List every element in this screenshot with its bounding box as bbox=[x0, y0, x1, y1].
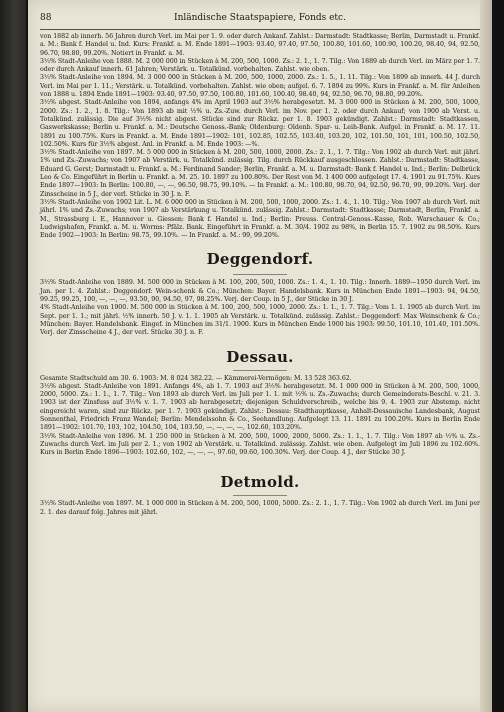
paragraph: 3½% Stadt-Anleihe von 1894. M. 3 000 000 in Stücken à M. 200, 500, 1000, 2000. Zs.: 1. 5., 1. 11. Tilg.: Von 1899 ab innerh. 44 J. durch Verl. im Mai per 1. 11.; Verstärk. u. Totalkünd. vorbehalten. Zahlst. wie oben; aufgel. 6. 7. 1894 zu 99%. Kurs in Frankf. a. M. für Anleihen von 1888 u. 1894 Ende 1891—1903: 93.40, 97.50, 97.50, 100.80, 101.60, 100.40, 98.40, 94, 92.50, 96.70, 98.80, 99.20%. bbox=[40, 74, 480, 99]
paragraph: 3½% abgest. Stadt-Anleihe von 1891. Anfangs 4%, ab 1. 7. 1903 auf 3½% herabgesetzt. M. 1 000 000 in Stücken à M. 200, 500, 1000, 2000, 5000. Zs.: 1. 1., 1. 7. Tilg.: Von 1893 ab durch Verl. im Juli per 1. 1. mit ½% u. Zs.-Zuwachs; durch Gemeinderats-Beschl. v. 21. 3. 1903 ist der Zinsfuss auf 3½% v. 1. 7. 1903 ab herabgesetzt; diejenigen Schuldverschreib., welche bis 9. 4. 1903 zur Abstemp. nicht eingereicht waren, sind zur Rückz. per 1. 7. 1903 gekündigt. Zahlst.: Dessau: Stadthauptkasse, Anhalt-Dessauische Landesbank, August Sonnenthal, Friedrich Franz Wandel; Berlin: Mendelssohn & Co., Seehandlung. Aufgelegt 13. 11. 1891 zu 100.20%. Kurs in Berlin Ende 1891—1902: 101.70, 103, 102, 104.50, 104, 103.50, —, —, —, —, 102.60, 103.20%. bbox=[40, 382, 480, 432]
paragraph: 3½% abgest. Stadt-Anleihe von 1894, anfangs 4% im April 1903 auf 3½% herabgesetzt. M. 3 000 000 in Stücken à M. 200, 500, 1000, 2000. Zs.: 1. 2., 1. 8. Tilg.: Von 1893 ab mit ½% u. Zs.-Zuw. durch Verl. im Nov. per 1. 2. oder durch Ankauf; von 1900 ab Verst. u. Totalkünd. zulässig. Die auf 3½% nicht abgest. Stücke sind zur Rückz. per 1. 8. 1903 gekündigt. Zahlst.: Darmstadt: Stadtkassen, Gaswerkskasse; Berlin u. Frankf. a. M.: Deutsche Genoss.-Bank; Oldenburg: Oldenb. Spar- u. Leih-Bank. Aufgel. in Frankf. a. M. 17. 11. 1891 zu 100.75%. Kurs in Frankf. a. M. Ende 1891—1902: 101, 102.85, 102.55, 103.40, 103.20, 102, 101.50, 101, 101, 100.50, 102.50, 102.50%. Kurs für 3½% abgest. Anl. in Frankf. a. M. Ende 1903: —%. bbox=[40, 99, 480, 148]
running-header bbox=[40, 13, 480, 25]
section-rule bbox=[233, 370, 287, 371]
section-rule bbox=[233, 495, 287, 496]
header-rule bbox=[40, 29, 480, 30]
paragraph: 3½% Stadt-Anleihe von 1902 Lit. L. M. 6 000 000 in Stücken à M. 200, 500, 1000, 2000. Zs.: 1. 4., 1. 10. Tilg.: Von 1907 ab durch Verl. mit jährl. 1% und Zs.-Zuwachs; von 1907 ab Verstärkung u. Totalkünd. zulässig. Zahlst.: Darmstadt: Stadtkasse; Darmstadt, Berlin, Frankf. a. M., Strassburg i. E., Hannover u. Giessen: Bank f. Handel u. Ind.; Berlin: Preuss. Central-Genoss.-Kasse, Rob. Warschauer & Co.; Ludwigshafen, Frankf. a. M. u. Worms: Pfälz. Bank. Eingeführt in Frankf. a. M. 30/4. 1902 zu 98%, in Berlin 15. 7. 1902 zu 98.50%. Kurs Ende 1902—1903: In Berlin: 98.75, 99.10%. — In Frankf. a. M.: 99, 99.20%. bbox=[40, 198, 480, 240]
document-page bbox=[28, 0, 492, 712]
city-heading: Dessau. bbox=[226, 347, 294, 366]
city-heading: Detmold. bbox=[220, 473, 300, 492]
city-heading: Deggendorf. bbox=[206, 250, 314, 269]
left-scan-edge bbox=[0, 0, 26, 712]
paragraph: 3½% Stadt-Anleihe von 1889. M. 500 000 in Stücken à M. 100, 200, 500, 1000. Zs.: 1. 4., 1. 10. Tilg.: Innerh. 1889—1950 durch Verl. im Jan. per 1. 4. Zahlst.: Deggendorf: Wein-schenk & Co.; München: Bayer. Handelsbank. Kurs in München Ende 1891—1903: 94, 94.50, 99.25, 99.25, 100, —, —, —, 93.50, 90, 94.50, 97, 98.25%. Verj. der Coup. in 5 J., der Stücke in 30 J. bbox=[40, 279, 480, 304]
paragraph: 3½% Stadt-Anleihe von 1888. M. 2 000 000 in Stücken à M. 200, 500, 1000. Zs.: 2. 1., 1. 7. Tilg.: Von 1889 ab durch Verl. im März per 1. 7. oder durch Ankauf innerh. 61 Jahren; Verstärk. u. Totalkünd. vorbehalten. Zahlst. wie oben. bbox=[40, 57, 480, 74]
section-darmstadt-continued bbox=[40, 33, 480, 240]
section-rule bbox=[233, 274, 287, 275]
page-header-title: Inländische Staatspapiere, Fonds etc. bbox=[174, 13, 346, 23]
page-content bbox=[40, 13, 480, 517]
paragraph: 3½% Stadt-Anleihe von 1897. M. 5 000 000 in Stücken à M. 200, 500, 1000, 2000. Zs.: 2. 1., 1. 7. Tilg.: Von 1902 ab durch Verl. mit jährl. 1% und Zs.-Zuwachs; von 1907 ab Verstärk. u. Totalkünd. zulässig. Tilg. durch Rückkauf ausgeschlossen. Zahlst.: Darmstadt: Stadtkasse, Eduard G. Gerst; Darmstadt u. Frankf. a. M.: Ferdinand Sander; Berlin, Frankf. a. M. u. Darmstadt: Bank f. Handel u. Ind.; Berlin: Delbrück Leo & Co. Eingeführt in Berlin u. Frankf. a. M. 25. 10. 1897 zu 100.80%. Der Rest von M. 1 400 000 aufgelegt 17. 4. 1901 zu 91.75%. Kurs Ende 1897—1903: In Berlin: 100.80, —, —, 96.50, 98.75, 99.10%. — In Frankf. a. M.: 100.80, 98.70, 94, 92.50, 96.70, 99, 99.20%. Verj. der Zinsscheine in 5 J., der verl. Stücke in 30 J. n. F. bbox=[40, 149, 480, 198]
paragraph: Gesamte Stadtschuld am 30. 6. 1903: M. 8 024 382.22. — Kämmerei-Vermögen: M. 13 528 363.62. bbox=[40, 374, 352, 382]
paragraph: 4% Stadt-Anleihe von 1900. M. 500 000 in Stücken à M. 100, 200, 500, 1000, 2000. Zs.: 1. 1., 1. 7. Tilg.: Vom 1. 1. 1905 ab durch Verl. im Sept. per 1. 1.; mit jährl. ½% innerh. 50 J. v. 1. 1. 1905 ab Verstärk. u. Totalkünd. zulässig. Zahlst.: Deggendorf: Max Weinschenk & Co.; München: Bayer. Handelsbank. Eingef. in München im 31/1. 1900. Kurs in München Ende 1900 bis 1903: 99.50, 101.10, 101.40, 101.50%. Verj. der Zinsscheine 4 J., der verl. Stücke 30 J. n. F. bbox=[40, 304, 480, 337]
section-detmold bbox=[40, 473, 480, 517]
paragraph: 3½% Stadt-Anleihe von 1897. M. 1 000 000 in Stücken à M. 200, 500, 1000, 5000. Zs.: 2. 1., 1. 7. Tilg.: Von 1902 ab durch Verl. im Juni per 2. 1. des darauf folg. Jahres mit jährl. bbox=[40, 500, 480, 516]
section-dessau bbox=[40, 348, 480, 458]
paragraph: von 1882 ab innerh. 56 Jahren durch Verl. im Mai per 1. 9. oder durch Ankauf. Zahlst.: Darmstadt: Stadtkasse; Berlin, Darmstadt u. Frankf. a. M.: Bank f. Handel u. Ind. Kurs: Frankf. a. M. Ende 1891—1903: 93.40, 97.40, 97.50, 100.80, 101.60, 100.90, 100.20, 98.40, 94, 92.50, 96.70, 98.80, 99.20%. Notiert in Frankf. a. M. bbox=[40, 33, 480, 57]
paragraph: 3½% Stadt-Anleihe von 1896. M. 1 250 000 in Stücken à M. 200, 500, 1000, 2000, 5000. Zs.: 1. 1., 1. 7. Tilg.: Von 1897 ab ½% u. Zs.-Zuwachs durch Verl. im Juli per 2. 1.; von 1902 ab Verstärk. u. Totalkünd. zulässig. Zahlst. wie oben. Aufgelegt im Juli 1896 zu 102.60%. Kurs in Berlin Ende 1896—1903: 102.60, 102, —, —, —, 97.60, 99.60, 100.30%. Verj. der Coup. 4 J., der Stücke 30 J. bbox=[40, 432, 480, 457]
right-scan-edge bbox=[480, 0, 492, 712]
page-number: 88 bbox=[40, 13, 52, 23]
section-deggendorf bbox=[40, 250, 480, 337]
